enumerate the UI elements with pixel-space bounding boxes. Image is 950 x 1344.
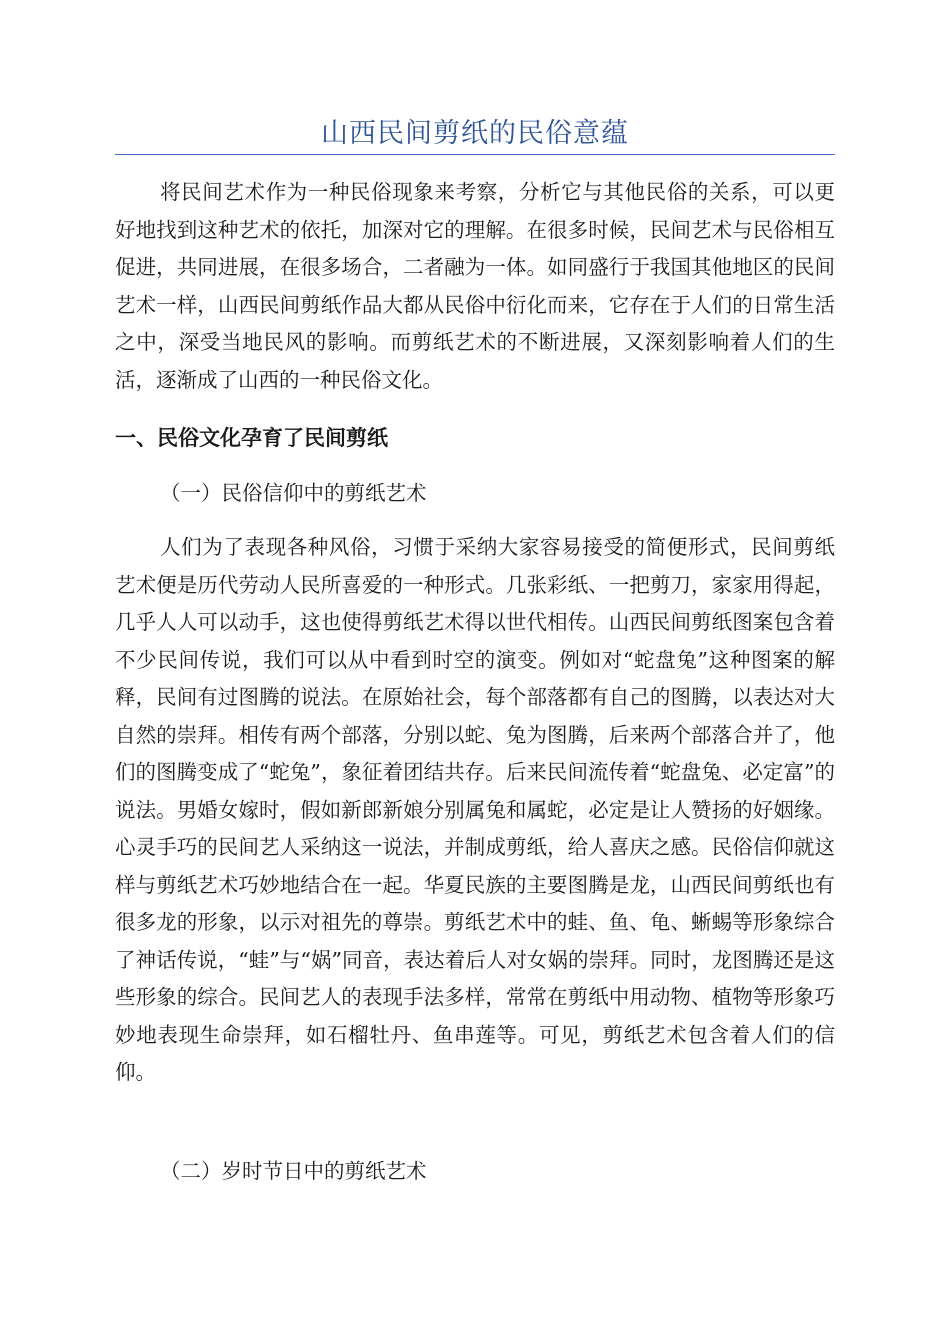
document-title: 山西民间剪纸的民俗意蕴 bbox=[321, 118, 629, 149]
subsection-heading-2: （二）岁时节日中的剪纸艺术 bbox=[160, 1159, 427, 1183]
intro-paragraph: 将民间艺术作为一种民俗现象来考察，分析它与其他民俗的关系，可以更好地找到这种艺术的依托，加深对它的理解。在很多时候，民间艺术与民俗相互促进，共同进展，在很多场合，二者融为一体。如同盛行于我国其他地区的民间艺术一样，山西民间剪纸作品大都从民俗中衍化而来，它存在于人们的日常生活之中，深受当地民风的影响。而剪纸艺术的不断进展，又深刻影响着人们的生活，逐渐成了山西的一种民俗文化。 bbox=[115, 180, 835, 392]
title-underline bbox=[115, 154, 835, 155]
subsection-1-paragraph: 人们为了表现各种风俗，习惯于采纳大家容易接受的简便形式，民间剪纸艺术便是历代劳动人民所喜爱的一种形式。几张彩纸、一把剪刀，家家用得起，几乎人人可以动手，这也使得剪纸艺术得以世代相传。山西民间剪纸图案包含着不少民间传说，我们可以从中看到时空的演变。例如对“蛇盘兔”这种图案的解释，民间有过图腾的说法。在原始社会，每个部落都有自己的图腾，以表达对大自然的崇拜。相传有两个部落，分别以蛇、兔为图腾，后来两个部落合并了，他们的图腾变成了“蛇兔”，象征着团结共存。后来民间流传着“蛇盘兔、必定富”的说法。男婚女嫁时，假如新郎新娘分别属兔和属蛇，必定是让人赞扬的好姻缘。心灵手巧的民间艺人采纳这一说法，并制成剪纸，给人喜庆之感。民俗信仰就这样与剪纸艺术巧妙地结合在一起。华夏民族的主要图腾是龙，山西民间剪纸也有很多龙的形象，以示对祖先的尊崇。剪纸艺术中的蛙、鱼、龟、蜥蜴等形象综合了神话传说，“蛙”与“娲”同音，表达着后人对女娲的崇拜。同时，龙图腾还是这些形象的综合。民间艺人的表现手法多样，常常在剪纸中用动物、植物等形象巧妙地表现生命崇拜，如石榴牡丹、鱼串莲等。可见，剪纸艺术包含着人们的信仰。 bbox=[115, 535, 835, 1084]
subsection-heading-1: （一）民俗信仰中的剪纸艺术 bbox=[160, 481, 427, 505]
section-heading-1: 一、民俗文化孕育了民间剪纸 bbox=[115, 425, 388, 450]
